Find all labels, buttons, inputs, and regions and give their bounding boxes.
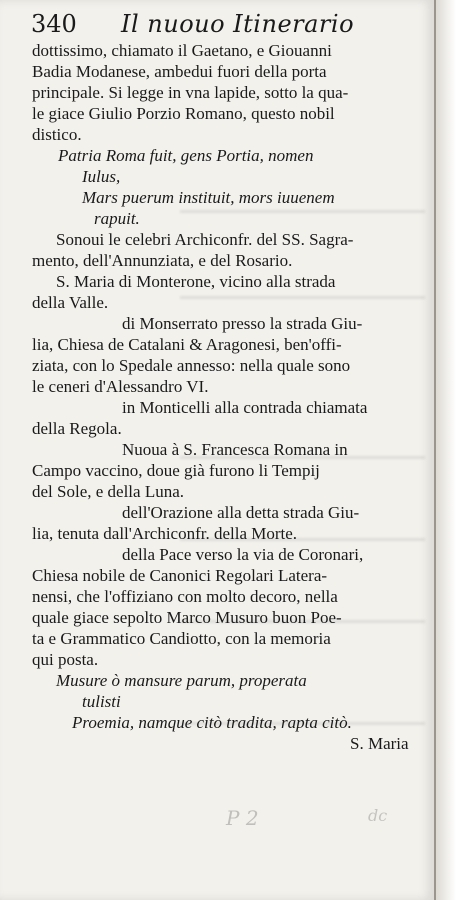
text-line: della Pace verso la via de Coronari, — [122, 545, 364, 564]
text-line: Campo vaccino, doue già furono li Tempij — [32, 461, 320, 480]
verse-line: Iulus, — [82, 167, 121, 186]
verse-line: Patria Roma fuit, gens Portia, nomen — [58, 146, 314, 165]
body-text — [32, 40, 428, 754]
bleed-through-signature: P 2 — [226, 806, 259, 830]
text-line: del Sole, e della Luna. — [32, 482, 185, 501]
text-line: Sonoui le celebri Archiconfr. del SS. Sagra- — [56, 230, 354, 249]
page-edge — [434, 0, 456, 900]
text-line: dell'Orazione alla detta strada Giu- — [122, 503, 360, 522]
verse-line: Musure ò mansure parum, properata — [56, 671, 307, 690]
bleed-through-mark: dc — [368, 806, 388, 825]
verse-line: tulisti — [82, 692, 121, 711]
text-line: in Monticelli alla contrada chiamata — [122, 398, 368, 417]
text-line: dottissimo, chiamato il Gaetano, e Giouanni — [32, 41, 332, 60]
text-line: distico. — [32, 125, 82, 144]
text-line: principale. Si legge in vna lapide, sotto la qua- — [32, 83, 349, 102]
text-line: quale giace sepolto Marco Musuro buon Poe- — [32, 608, 342, 627]
text-line: Nuoua à S. Francesca Romana in — [122, 440, 348, 459]
text-line: S. Maria di Monterone, vicino alla strada — [56, 272, 336, 291]
text-line: di Monserrato presso la strada Giu- — [122, 314, 363, 333]
text-line: mento, dell'Annunziata, e del Rosario. — [32, 251, 293, 270]
text-line: della Valle. — [32, 293, 109, 312]
text-line: Chiesa nobile de Canonici Regolari Latera- — [32, 566, 328, 585]
text-line: S. Maria — [350, 734, 409, 753]
running-title: Il nuouo Itinerario — [121, 10, 355, 38]
text-line: Badia Modanese, ambedui fuori della porta — [32, 62, 327, 81]
text-line: lia, Chiesa de Catalani & Aragonesi, ben'offi- — [32, 335, 342, 354]
verse-line: Proemia, namque citò tradita, rapta citò. — [72, 713, 352, 732]
text-line: qui posta. — [32, 650, 99, 669]
text-line: nensi, che l'offiziano con molto decoro, nella — [32, 587, 338, 606]
verse-line: rapuit. — [94, 209, 140, 228]
text-line: della Regola. — [32, 419, 122, 438]
text-line: le ceneri d'Alessandro VI. — [32, 377, 209, 396]
text-line: lia, tenuta dall'Archiconfr. della Morte. — [32, 524, 298, 543]
text-line: le giace Giulio Porzio Romano, questo nobil — [32, 104, 335, 123]
verse-line: Mars puerum instituit, mors iuuenem — [82, 188, 335, 207]
text-line: ta e Grammatico Candiotto, con la memoria — [32, 629, 331, 648]
page-number: 340 — [31, 10, 77, 38]
page-header — [31, 10, 431, 40]
text-line: ziata, con lo Spedale annesso: nella quale sono — [32, 356, 351, 375]
